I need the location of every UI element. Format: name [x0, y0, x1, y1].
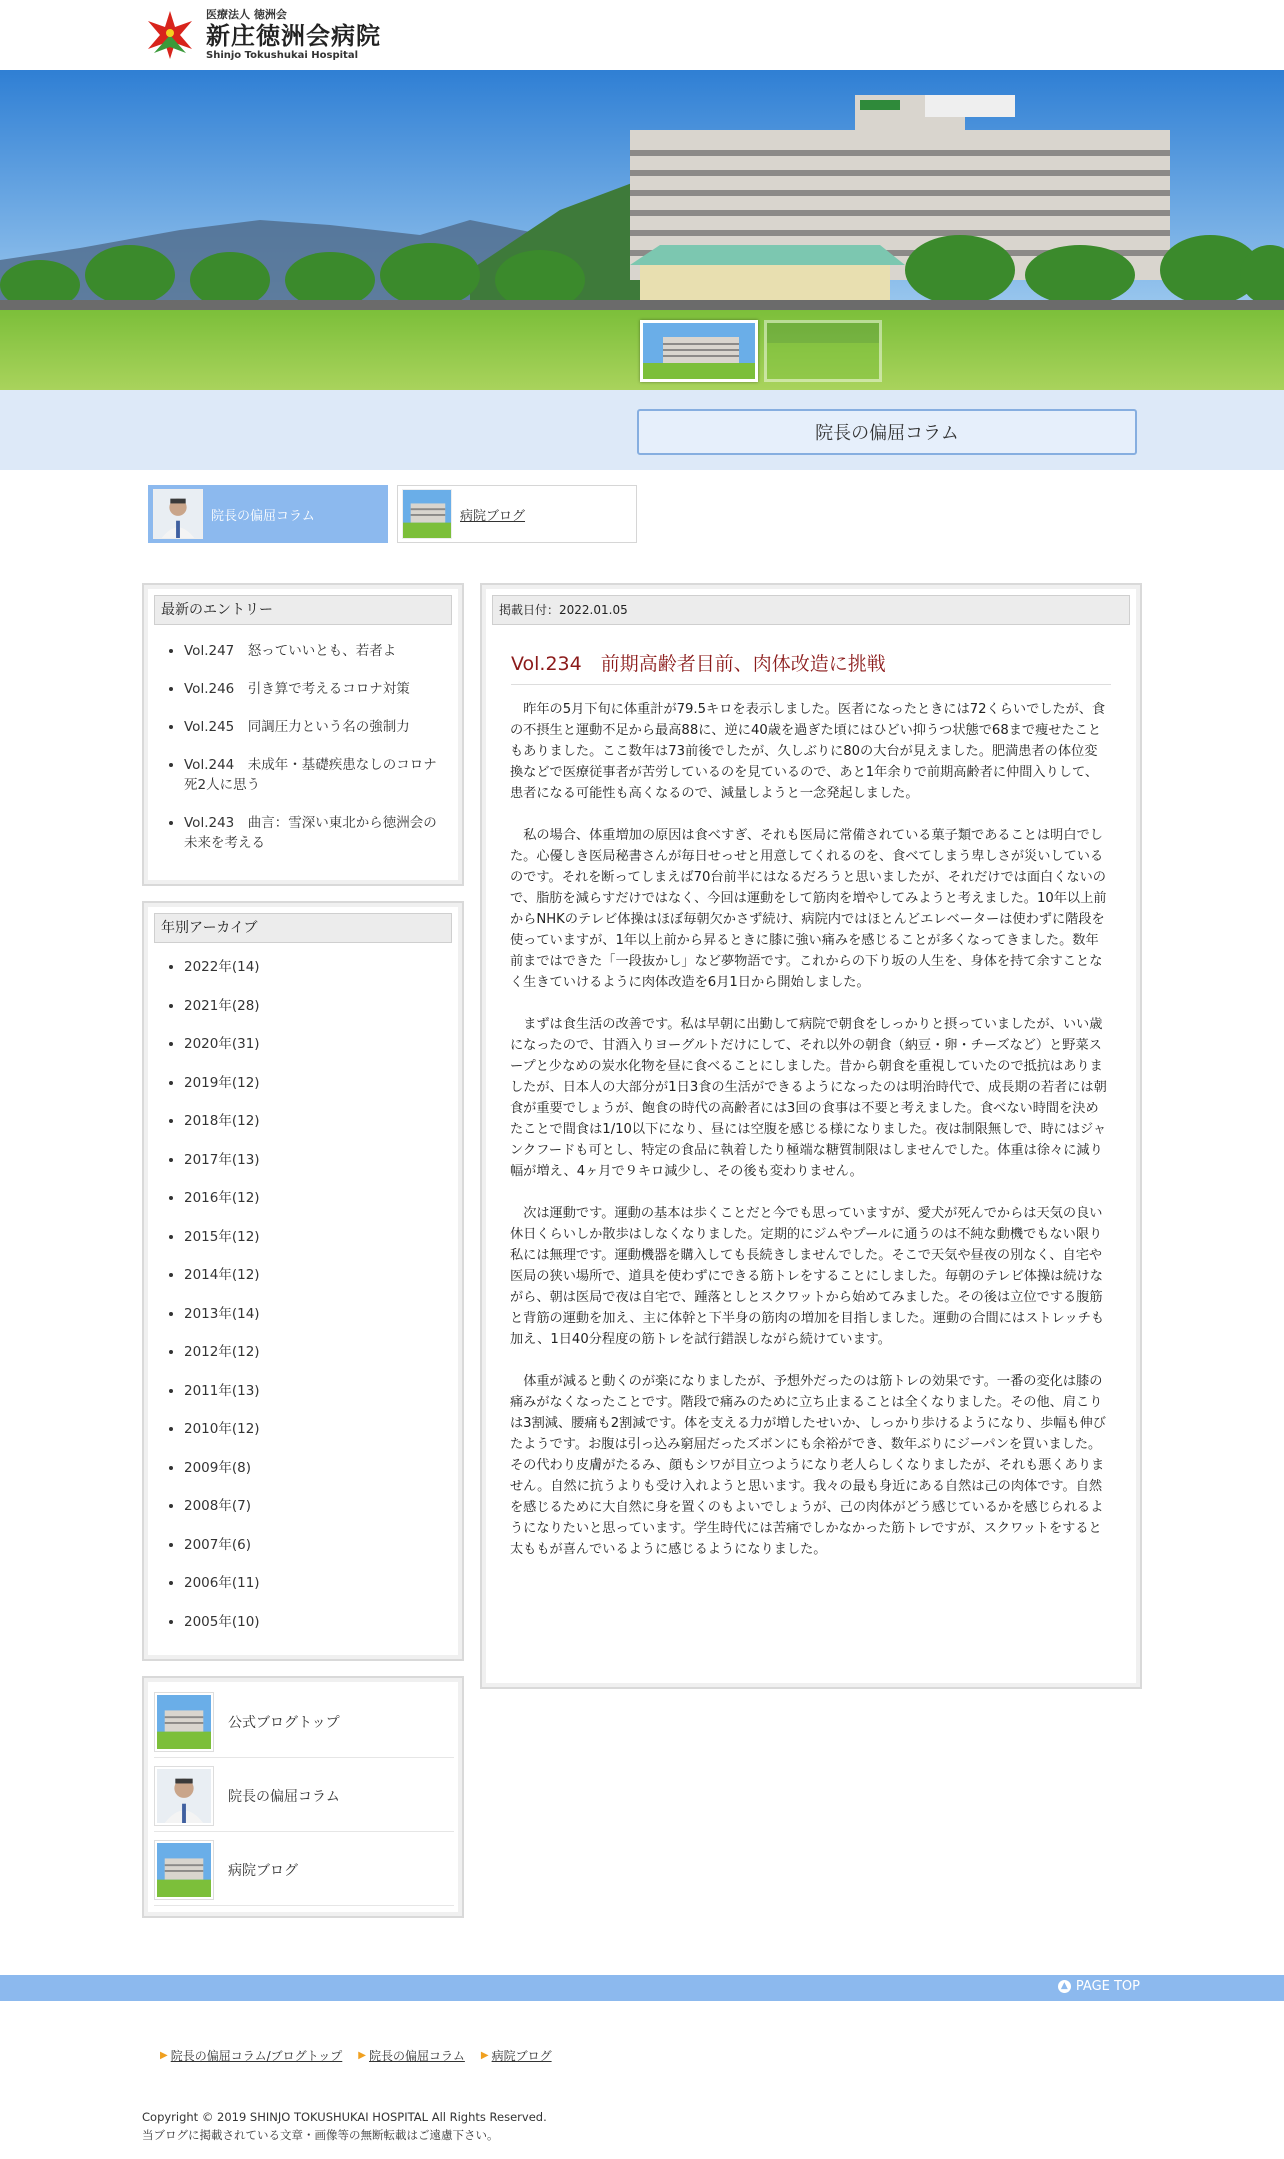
entry-link[interactable]: • Vol.243 曲言：雪深い東北から徳洲会の未来を考える — [184, 813, 446, 853]
director-photo-icon — [153, 489, 203, 539]
link-official-blog-top[interactable] — [154, 1686, 454, 1758]
logo-corp-name: 医療法人 徳洲会 — [206, 8, 287, 21]
footer-link-blog-top[interactable] — [160, 2047, 342, 2064]
post-paragraph: 次は運動です。運動の基本は歩くことだと今でも思っていますが、愛犬が死んでからは天気の良い休日くらいしか散歩はしなくなりました。定期的にジムやプールに通うのは不純な動機でもない限り私には無理です。運動機器を購入しても長続きしませんでした。そこで天気や昼夜の別なく、自宅や医局の狭い場所で、道具を使わずにできる筋トレをすることにしました。毎朝のテレビ体操は続けながら、朝は医局で夜は自宅で、踵落としとスクワットから始めてみました。その後は立位でする腹筋と背筋の運動を加え、主に体幹と下半身の筋肉の増加を目指しました。運動の合間にはストレッチも加え、1日40分程度の筋トレを試行錯誤しながら続けています。 — [510, 1206, 1105, 1347]
entry-link[interactable]: • Vol.247 怒っていいとも、若者よ — [184, 641, 446, 661]
archive-year-link[interactable]: • 2011年(13) — [184, 1381, 260, 1420]
archive-year-link[interactable]: • 2018年(12) — [184, 1111, 260, 1150]
archive-year-link[interactable]: • 2010年(12) — [184, 1419, 260, 1458]
tab-director-column[interactable] — [148, 485, 388, 543]
hero-thumbnail-1[interactable] — [640, 320, 758, 382]
archive-year-link[interactable]: • 2007年(6) — [184, 1535, 260, 1574]
title-band — [0, 390, 1284, 470]
post-paragraph: 体重が減ると動くのが楽になりましたが、予想外だったのは筋トレの効果です。一番の変化は膝の痛みがなくなったことです。階段で痛みのために立ち止まることは全くなりました。その他、肩こりは3割減、腰痛も2割減です。体を支える力が増したせいか、しっかり歩けるようになり、歩幅も伸びたようです。お腹は引っ込み窮屈だったズボンにも余裕ができ、数年ぶりにジーパンを買いました。その代わり皮膚がたるみ、顔もシワが目立つようになり老人らしくなりましたが、それも悪くありません。自然に抗うよりも受け入れようと思います。我々の最も身近にある自然は己の肉体です。自然を感じるために大自然に身を置くのもよいでしょうが、己の肉体がどう感じているかを感じられるようになりたいと思っています。学生時代には苦痛でしかなかった筋トレですが、スクワットをすると太ももが喜んでいるように感じるようになりました。 — [510, 1374, 1106, 1557]
link-director-column[interactable] — [154, 1760, 454, 1832]
hospital-photo-icon — [154, 1840, 214, 1900]
link-director-column-label: 院長の偏屈コラム — [228, 1788, 340, 1805]
triangle-right-icon: ▶ — [480, 2050, 489, 2061]
footer-links — [160, 2047, 568, 2064]
tab-hospital-blog-label: 病院ブログ — [460, 508, 526, 524]
copyright-text: Copyright © 2019 SHINJO TOKUSHUKAI HOSPITAL All Rights Reserved. — [142, 2110, 547, 2124]
copyright-block — [142, 2108, 547, 2144]
archive-year-link[interactable]: • 2006年(11) — [184, 1573, 260, 1612]
footer-link-label: 病院ブログ — [491, 2049, 552, 2063]
latest-entries-box — [142, 583, 464, 886]
archive-year-link[interactable]: • 2016年(12) — [184, 1188, 260, 1227]
archive-year-link[interactable]: • 2015年(12) — [184, 1227, 260, 1266]
entry-link[interactable]: • Vol.246 引き算で考えるコロナ対策 — [184, 679, 446, 699]
link-hospital-blog[interactable] — [154, 1834, 454, 1906]
hospital-photo-icon — [402, 489, 452, 539]
blog-links-box — [142, 1676, 464, 1918]
archive-year-link[interactable]: • 2005年(10) — [184, 1612, 260, 1651]
hospital-thumbnail-icon — [643, 323, 755, 379]
article-box — [480, 583, 1142, 1689]
latest-entries-heading: 最新のエントリー — [154, 595, 452, 625]
triangle-right-icon: ▶ — [160, 2050, 168, 2061]
yearly-archive-list — [184, 957, 260, 1650]
hospital-logo[interactable] — [142, 5, 412, 65]
archive-year-link[interactable]: • 2019年(12) — [184, 1073, 260, 1112]
hospital-photo-icon — [154, 1692, 214, 1752]
footer-link-director-column[interactable] — [358, 2047, 465, 2064]
archive-year-link[interactable]: • 2021年(28) — [184, 996, 260, 1035]
archive-year-link[interactable]: • 2012年(12) — [184, 1342, 260, 1381]
yearly-archive-box — [142, 901, 464, 1661]
landscape-thumbnail-icon — [767, 323, 879, 379]
post-paragraph: まずは食生活の改善です。私は早朝に出勤して病院で朝食をしっかりと摂っていましたが、いい歳になったので、甘酒入りヨーグルトだけにして、それ以外の朝食（納豆・卵・チーズなど）と野菜スープと少なめの炭水化物を昼に食べることにしました。昔から朝食を重視していたので抵抗はありましたが、日本人の大部分が1日3食の生活ができるようになったのは明治時代で、成長期の若者には朝食が重要でしょうが、飽食の時代の高齢者には3回の食事は不要と考えました。食べない時間を決めたことで間食は1/10以下になり、昼には空腹を感じる様になりました。夜は制限無しで、時にはジャンクフードも可とし、特定の食品に執着したり極端な糖質制限はしませんでした。体重は徐々に減り幅が増え、4ヶ月で９キロ減少し、その後も変わりません。 — [510, 1017, 1107, 1179]
post-body — [510, 699, 1110, 1581]
post-paragraph: 昨年の5月下旬に体重計が79.5キロを表示しました。医者になったときには72くらいでしたが、食の不摂生と運動不足から最高88に、逆に40歳を過ぎた頃にはひどい抑うつ状態で68まで痩せたこともありました。ここ数年は73前後でしたが、久しぶりに80の大台が見えました。肥満患者の体位変換などで医療従事者が苦労しているのを見ているので、あと1年余りで前期高齢者に仲間入りして、患者になる可能性も高くなるので、減量しようと一念発起しました。 — [510, 702, 1106, 801]
archive-year-link[interactable]: • 2017年(13) — [184, 1150, 260, 1189]
arrow-up-icon: ▲ — [1058, 1980, 1071, 1993]
archive-year-link[interactable]: • 2008年(7) — [184, 1496, 260, 1535]
post-title[interactable]: Vol.234 前期高齢者目前、肉体改造に挑戦 — [511, 649, 1111, 685]
link-official-blog-top-label: 公式ブログトップ — [228, 1714, 340, 1731]
yearly-archive-heading: 年別アーカイブ — [154, 913, 452, 943]
page-top-label: PAGE TOP — [1075, 1979, 1140, 1994]
entry-link[interactable]: • Vol.245 同調圧力という名の強制力 — [184, 717, 446, 737]
archive-year-link[interactable]: • 2014年(12) — [184, 1265, 260, 1304]
logo-english-name: Shinjo Tokushukai Hospital — [206, 50, 359, 61]
site-header — [0, 0, 1284, 70]
tokushukai-logo-icon — [142, 7, 198, 63]
triangle-right-icon: ▶ — [358, 2050, 366, 2061]
post-date: 掲載日付：2022.01.05 — [492, 595, 1130, 625]
link-hospital-blog-label: 病院ブログ — [228, 1862, 298, 1879]
page-top-button[interactable] — [1058, 1979, 1140, 1994]
post-paragraph: 私の場合、体重増加の原因は食べすぎ、それも医局に常備されている菓子類であることは明白でした。心優しき医局秘書さんが毎日せっせと用意してくれるのを、食べてしまう卑しさが災いしているのです。それを断ってしまえば70台前半にはなるだろうと思いましたが、それだけでは面白くないので、脂肪を減らすだけではなく、今回は運動をして筋肉を増やしてみようと考えました。10年以上前からNHKのテレビ体操はほぼ毎朝欠かさず続け、病院内ではほとんどエレベーターは使わずに階段を使っていますが、1年以上前から昇るときに膝に強い痛みを感じることが多くなってきました。数年前まではできた「一段抜かし」など夢物語です。これからの下り坂の人生を、身体を持て余すことなく生きていけるように肉体改造を6月1日から開始しました。 — [510, 828, 1107, 990]
reprint-notice: 当ブログに掲載されている文章・画像等の無断転載はご遠慮下さい。 — [142, 2128, 499, 2142]
footer-link-label: 院長の偏屈コラム — [368, 2049, 465, 2063]
archive-year-link[interactable]: • 2013年(14) — [184, 1304, 260, 1343]
archive-year-link[interactable]: • 2009年(8) — [184, 1458, 260, 1497]
archive-year-link[interactable]: • 2022年(14) — [184, 957, 260, 996]
tab-hospital-blog[interactable] — [397, 485, 637, 543]
archive-year-link[interactable]: • 2020年(31) — [184, 1034, 260, 1073]
director-photo-icon — [154, 1766, 214, 1826]
logo-hospital-name: 新庄徳洲会病院 — [206, 22, 381, 50]
footer-link-hospital-blog[interactable] — [481, 2047, 552, 2064]
page-title: 院長の偏屈コラム — [637, 409, 1137, 455]
latest-entries-list — [184, 641, 446, 853]
footer-link-label: 院長の偏屈コラム/ブログトップ — [170, 2049, 343, 2063]
tab-director-column-label: 院長の偏屈コラム — [211, 508, 315, 524]
hero-banner — [0, 70, 1284, 390]
page-top-bar — [0, 1975, 1284, 2001]
entry-link[interactable]: • Vol.244 未成年・基礎疾患なしのコロナ死2人に思う — [184, 755, 446, 795]
hero-thumbnail-2[interactable] — [764, 320, 882, 382]
